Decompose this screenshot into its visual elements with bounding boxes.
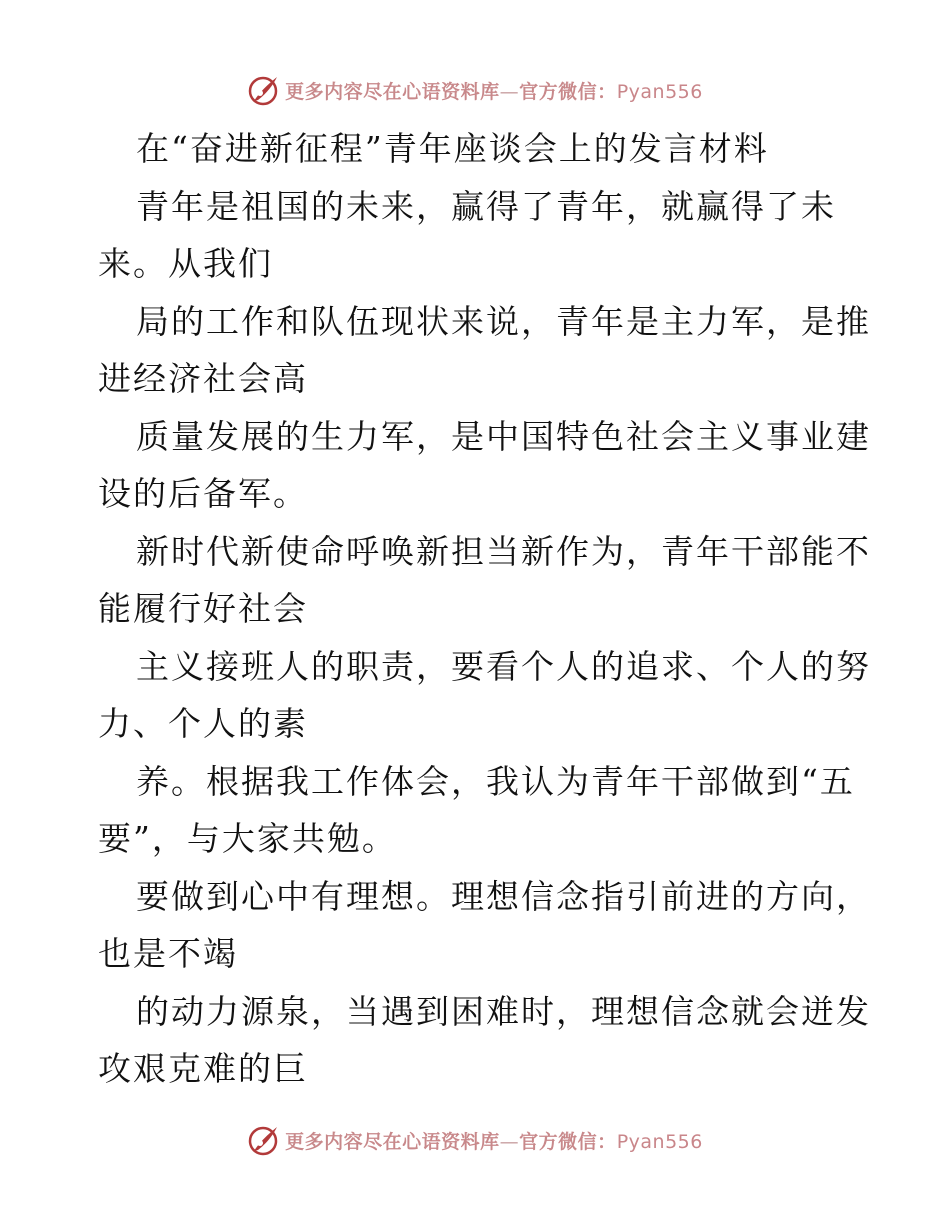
- paragraph-line: 攻艰克难的巨: [98, 1049, 308, 1088]
- banner-separator: —: [499, 80, 520, 103]
- document-title: 在“奋进新征程”青年座谈会上的发言材料: [136, 129, 769, 168]
- banner-wechat-label: 官方微信：: [519, 80, 617, 103]
- banner-text: [285, 77, 703, 104]
- paragraph-line: 来。从我们: [98, 244, 273, 283]
- paragraph-line: 主义接班人的职责，要看个人的追求、个人的努: [136, 646, 871, 686]
- paragraph-line: 养。根据我工作体会，我认为青年干部做到“五: [136, 761, 855, 801]
- header-watermark-banner: [0, 70, 950, 110]
- banner-wechat-id: Pyan556: [616, 1130, 703, 1153]
- paragraph-line: 新时代新使命呼唤新担当新作为，青年干部能不: [136, 531, 871, 571]
- quill-pen-logo-icon: [247, 1123, 281, 1157]
- paragraph-line: 要”，与大家共勉。: [98, 819, 397, 858]
- banner-wechat-label: 官方微信：: [519, 1130, 617, 1153]
- paragraph-line: 进经济社会高: [98, 359, 308, 398]
- banner-site-name: 更多内容尽在心语资料库: [285, 1130, 500, 1153]
- banner-separator: —: [499, 1130, 520, 1153]
- banner-site-name: 更多内容尽在心语资料库: [285, 80, 500, 103]
- paragraph-line: 青年是祖国的未来，赢得了青年，就赢得了未: [136, 186, 836, 226]
- paragraph-line: 也是不竭: [98, 934, 238, 973]
- footer-watermark-banner: [0, 1120, 950, 1160]
- banner-text: [285, 1127, 703, 1154]
- banner-wechat-id: Pyan556: [616, 80, 703, 103]
- paragraph-line: 的动力源泉，当遇到困难时，理想信念就会迸发: [136, 991, 871, 1031]
- paragraph-line: 局的工作和队伍现状来说，青年是主力军，是推: [136, 301, 871, 341]
- paragraph-line: 质量发展的生力军，是中国特色社会主义事业建: [136, 416, 871, 456]
- paragraph-line: 设的后备军。: [98, 474, 308, 513]
- paragraph-line: 力、个人的素: [98, 704, 308, 743]
- document-body: [98, 120, 871, 1098]
- paragraph-line: 能履行好社会: [98, 589, 308, 628]
- quill-pen-logo-icon: [247, 73, 281, 107]
- paragraph-line: 要做到心中有理想。理想信念指引前进的方向，: [136, 876, 871, 916]
